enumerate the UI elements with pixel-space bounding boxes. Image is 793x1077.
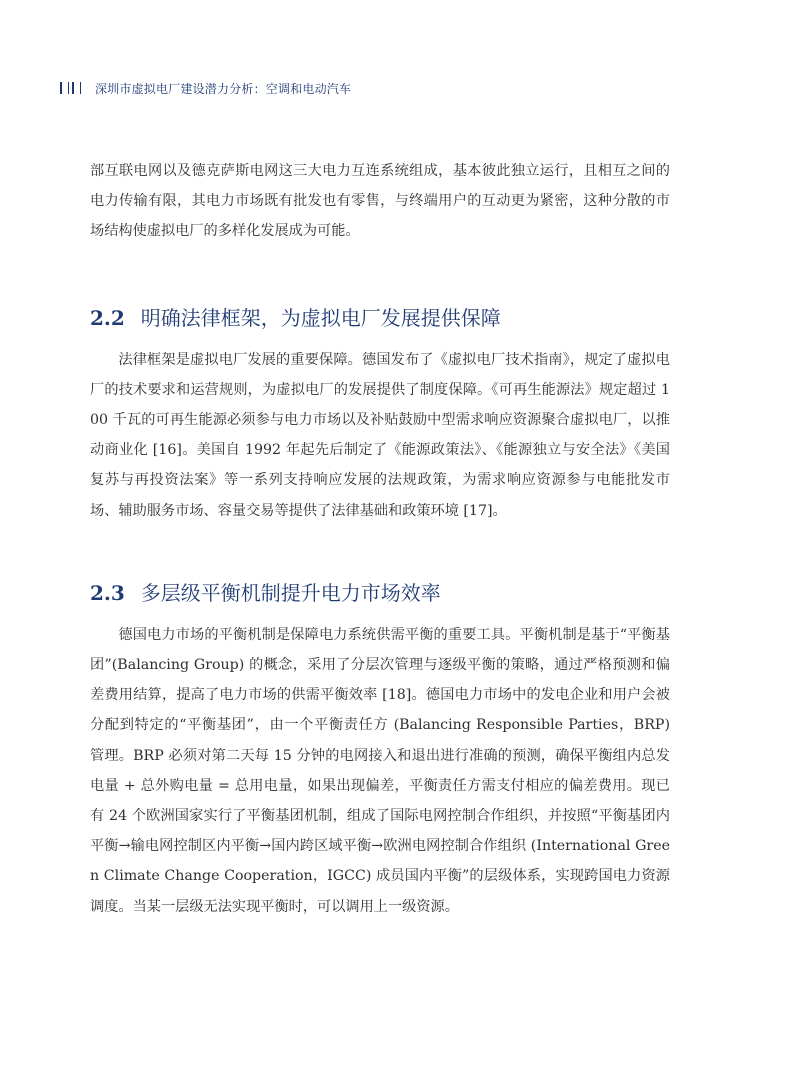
intro-paragraph: 部互联电网以及德克萨斯电网这三大电力互连系统组成，基本彼此独立运行，且相互之间的电力传输有限，其电力市场既有批发也有零售，与终端用户的互动更为紧密，这种分散的市场结构使虚拟电厂的多样化发展成为可能。	[90, 163, 670, 240]
section-title: 多层级平衡机制提升电力市场效率	[140, 580, 441, 605]
section-title: 明确法律框架，为虚拟电厂发展提供保障	[140, 305, 501, 330]
header-title: 深圳市虚拟电厂建设潜力分析：空调和电动汽车	[95, 81, 352, 96]
section-number: 2.3	[90, 580, 125, 605]
section-2-3-paragraph: 德国电力市场的平衡机制是保障电力系统供需平衡的重要工具。平衡机制是基于“平衡基团”(Balancing Group) 的概念，采用了分层次管理与逐级平衡的策略，通过严格预测和偏差费用结算，提高了电力市场的供需平衡效率 [18]。德国电力市场中的发电企业和用户会被分配到特定的“平衡基团”，由一个平衡责任方 (Balancing Responsible Parties，BRP) 管理。BRP 必须对第二天每 15 分钟的电网接入和退出进行准确的预测，确保平衡组内总发电量 + 总外购电量 = 总用电量，如果出现偏差，平衡责任方需支付相应的偏差费用。现已有 24 个欧洲国家实行了平衡基团机制，组成了国际电网控制合作组织，并按照“平衡基团内平衡→输电网控制区内平衡→国内跨区域平衡→欧洲电网控制合作组织 (International Green Climate Change Cooperation，IGCC) 成员国内平衡”的层级体系，实现跨国电力资源调度。当某一层级无法实现平衡时，可以调用上一级资源。	[90, 626, 670, 915]
section-heading-2-2	[90, 303, 670, 333]
page-body	[90, 156, 670, 922]
header-bars-icon	[60, 82, 81, 94]
section-2-2-paragraph: 法律框架是虚拟电厂发展的重要保障。德国发布了《虚拟电厂技术指南》，规定了虚拟电厂的技术要求和运营规则，为虚拟电厂的发展提供了制度保障。《可再生能源法》规定超过 100 千瓦的可再生能源必须参与电力市场以及补贴鼓励中型需求响应资源聚合虚拟电厂，以推动商业化 [16]。美国自 1992 年起先后制定了《能源政策法》、《能源独立与安全法》《美国复苏与再投资法案》等一系列支持响应发展的法规政策，为需求响应资源参与电能批发市场、辅助服务市场、容量交易等提供了法律基础和政策环境 [17]。	[90, 351, 670, 519]
section-number: 2.2	[90, 305, 125, 330]
section-heading-2-3	[90, 578, 670, 608]
running-header	[60, 78, 351, 98]
